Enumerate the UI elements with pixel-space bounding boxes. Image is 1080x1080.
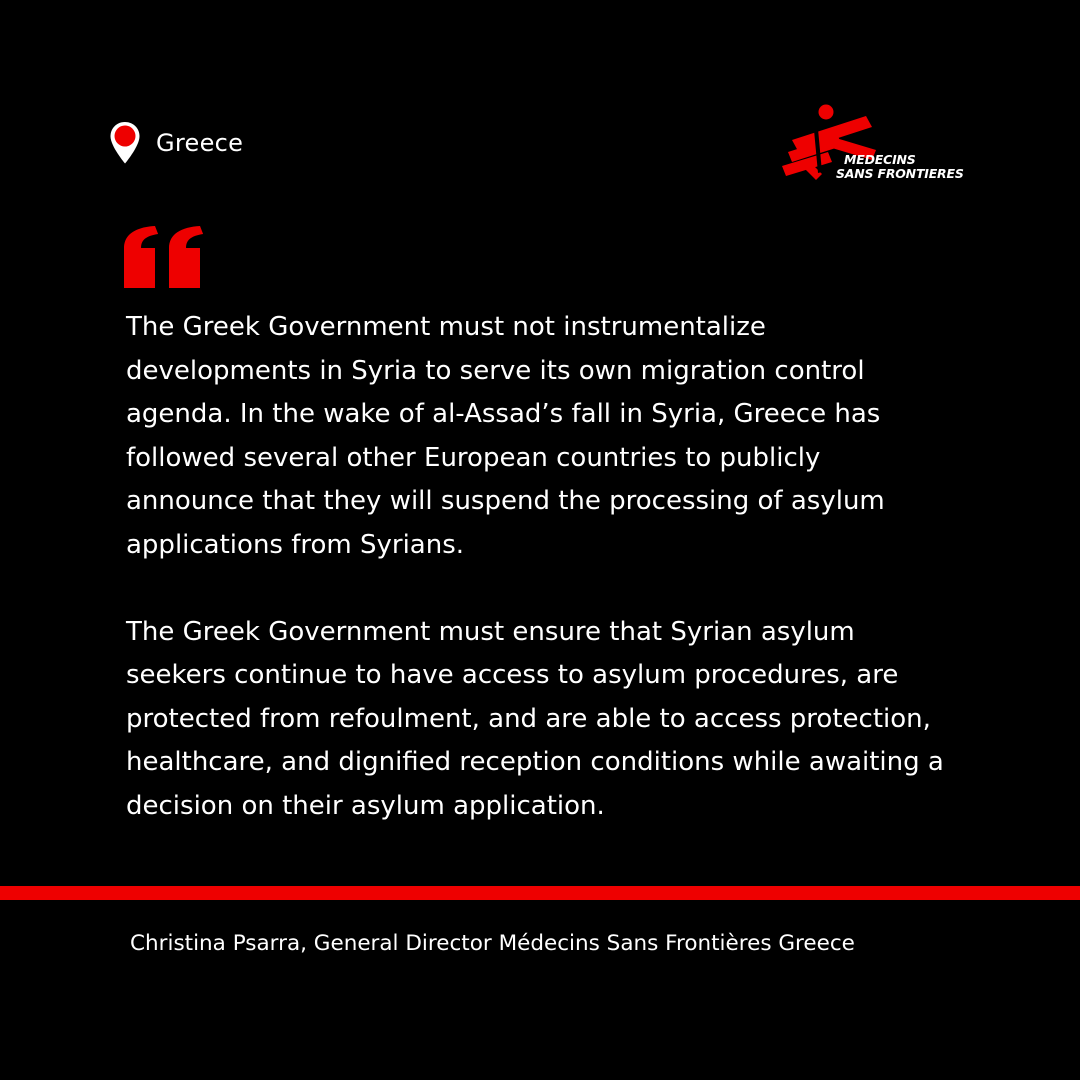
location-label: Greece — [156, 129, 244, 157]
location-tag — [108, 120, 243, 166]
quote-body — [126, 306, 956, 828]
quote-paragraph-2: The Greek Government must ensure that Syrian asylum seekers continue to have access to asylum procedures, are protected from refoulment, and are able to access protection, healthcare, and dignified reception conditions while awaiting a decision on their asylum application. — [126, 616, 944, 821]
attribution: Christina Psarra, General Director Médecins Sans Frontières Greece — [130, 931, 855, 956]
logo-text-line1: MEDECINS — [844, 152, 916, 167]
msf-logo — [778, 100, 968, 184]
location-pin-icon — [108, 120, 142, 166]
logo-text-line2: SANS FRONTIERES — [836, 166, 964, 181]
quote-paragraph-1: The Greek Government must not instrumentalize developments in Syria to serve its own migration control agenda. In the wake of al-Assad’s fall in Syria, Greece has followed several other European countries to publicly announce that they will suspend the processing of asylum applications from Syrians. — [126, 312, 885, 560]
red-divider — [0, 886, 1080, 900]
quote-mark-icon — [124, 226, 206, 288]
